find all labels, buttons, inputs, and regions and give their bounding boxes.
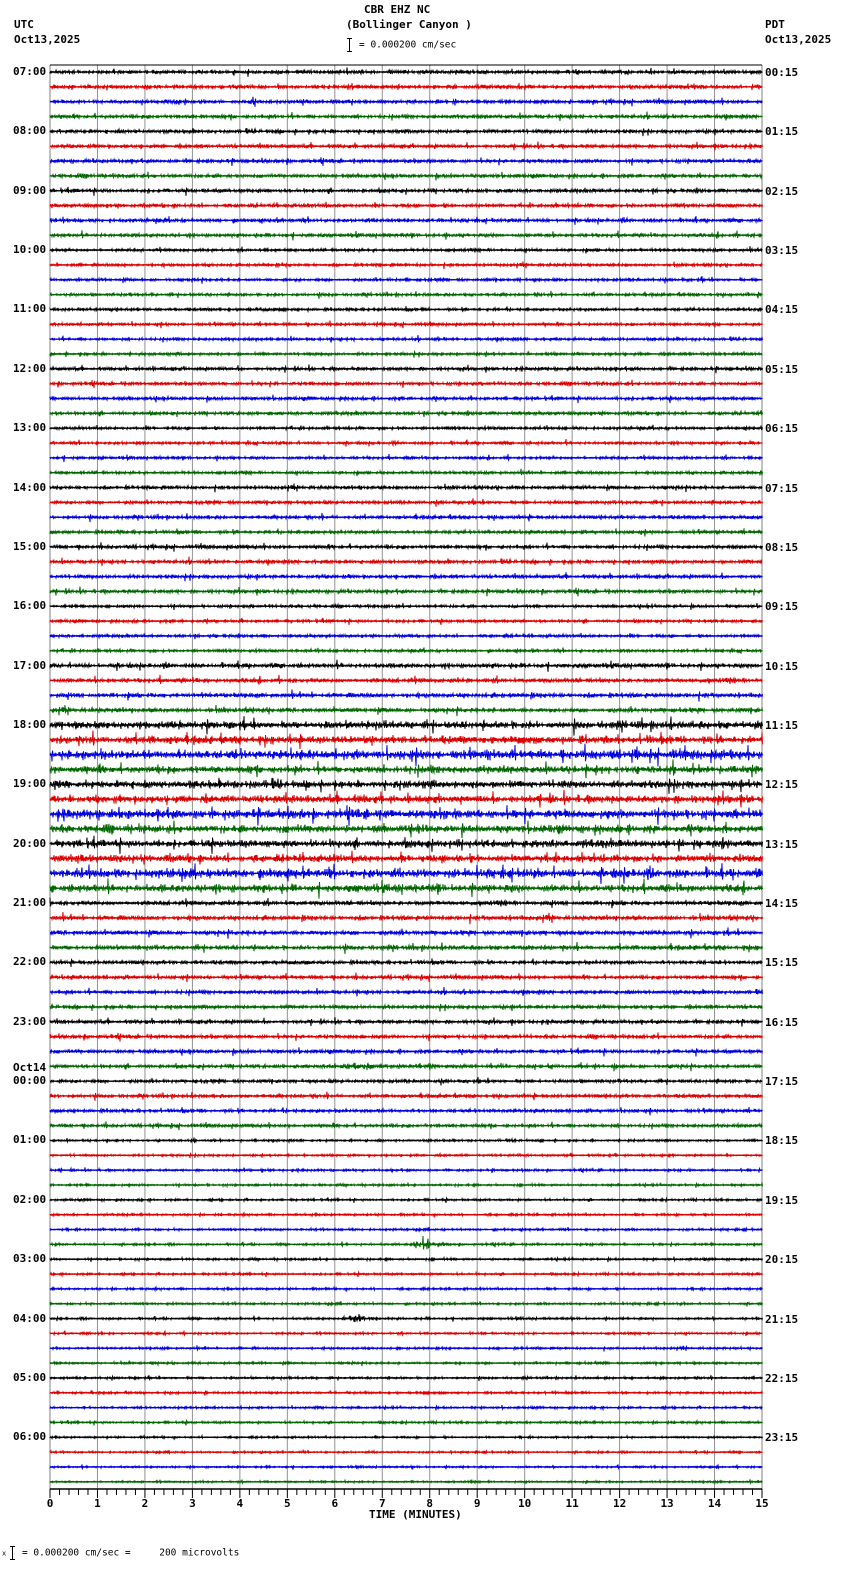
- utc-hour-label: 08:00: [13, 124, 47, 138]
- pdt-hour-label: 07:15: [765, 481, 799, 495]
- seismic-trace: [50, 1236, 763, 1249]
- x-tick-label: 4: [236, 1497, 244, 1510]
- pdt-hour-label: 23:15: [765, 1431, 799, 1445]
- utc-hour-label: 06:00: [13, 1430, 47, 1444]
- pdt-hour-label: 16:15: [765, 1015, 799, 1029]
- utc-hour-label: 05:00: [13, 1370, 47, 1384]
- x-tick-label: 1: [94, 1497, 101, 1510]
- utc-hour-label: 09:00: [13, 183, 47, 197]
- x-tick-label: 10: [518, 1497, 532, 1510]
- pdt-hour-label: 11:15: [765, 718, 799, 732]
- x-tick-label: 15: [755, 1497, 769, 1510]
- x-tick-label: 5: [284, 1497, 291, 1510]
- utc-hour-label: 15:00: [13, 539, 47, 553]
- utc-hour-label: 03:00: [13, 1252, 47, 1266]
- x-tick-label: 14: [707, 1497, 722, 1510]
- station-name: (Bollinger Canyon ): [346, 18, 472, 31]
- x-tick-label: 3: [189, 1497, 196, 1510]
- seismic-trace: [50, 778, 763, 794]
- pdt-hour-label: 03:15: [765, 244, 799, 258]
- seismic-trace: [50, 805, 763, 826]
- x-tick-label: 2: [141, 1497, 149, 1510]
- utc-hour-label: 20:00: [13, 836, 47, 850]
- utc-hour-label: 14:00: [13, 480, 47, 494]
- pdt-hour-label: 19:15: [765, 1193, 799, 1207]
- x-tick-label: 6: [331, 1497, 339, 1510]
- x-tick-label: 12: [612, 1497, 627, 1510]
- pdt-hour-label: 17:15: [765, 1075, 799, 1089]
- utc-hour-label: 04:00: [13, 1311, 47, 1325]
- x-tick-label: 9: [473, 1497, 481, 1510]
- pdt-hour-label: 09:15: [765, 600, 799, 614]
- x-tick-label: 0: [46, 1497, 54, 1510]
- footer-scale-prefix: x: [2, 1549, 7, 1558]
- utc-hour-label: 22:00: [13, 955, 47, 969]
- seismic-trace: [50, 836, 763, 854]
- pdt-hour-label: 22:15: [765, 1371, 799, 1385]
- x-tick-label: 11: [565, 1497, 579, 1510]
- x-tick-label: 8: [426, 1497, 434, 1510]
- pdt-hour-label: 01:15: [765, 125, 799, 139]
- footer-scale-legend: [2, 1546, 239, 1560]
- pdt-hour-label: 06:15: [765, 422, 799, 436]
- left-timezone-label: UTC: [14, 18, 34, 31]
- station-title: CBR EHZ NC: [364, 3, 431, 16]
- utc-hour-label: 13:00: [13, 421, 47, 435]
- right-timezone-label: PDT: [765, 18, 785, 31]
- pdt-hour-label: 20:15: [765, 1253, 799, 1267]
- x-tick-label: 7: [378, 1497, 386, 1510]
- seismic-trace: [50, 716, 763, 735]
- x-tick-label: 13: [660, 1497, 674, 1510]
- seismic-trace: [50, 759, 763, 778]
- utc-hour-label: 23:00: [13, 1014, 47, 1028]
- pdt-hour-label: 14:15: [765, 897, 799, 911]
- utc-hour-label: 10:00: [13, 243, 47, 257]
- pdt-hour-label: 04:15: [765, 303, 799, 317]
- seismic-trace: [50, 1004, 763, 1012]
- utc-hour-label: 18:00: [13, 717, 47, 731]
- utc-hour-label: 11:00: [13, 302, 47, 316]
- pdt-hour-label: 12:15: [765, 778, 799, 792]
- utc-hour-label: 12:00: [13, 361, 47, 375]
- pdt-hour-label: 02:15: [765, 184, 799, 198]
- seismic-trace: [50, 128, 763, 136]
- right-date-label: Oct13,2025: [765, 33, 832, 46]
- left-date-label: Oct13,2025: [14, 33, 81, 46]
- x-axis-title: TIME (MINUTES): [369, 1508, 462, 1521]
- utc-hour-label: 21:00: [13, 896, 47, 910]
- utc-hour-label: 19:00: [13, 777, 47, 791]
- date-change-label: Oct14: [13, 1061, 47, 1075]
- utc-hour-label: 00:00: [13, 1074, 47, 1088]
- pdt-hour-label: 10:15: [765, 659, 799, 673]
- pdt-hour-label: 15:15: [765, 956, 799, 970]
- pdt-hour-label: 18:15: [765, 1134, 799, 1148]
- utc-hour-label: 02:00: [13, 1192, 47, 1206]
- scale-text: = 0.000200 cm/sec: [359, 39, 457, 51]
- pdt-hour-label: 13:15: [765, 837, 799, 851]
- utc-hour-label: 01:00: [13, 1133, 47, 1147]
- pdt-hour-label: 05:15: [765, 362, 799, 376]
- utc-hour-label: 07:00: [13, 65, 47, 78]
- scale-bar-icon: [12, 1546, 18, 1560]
- pdt-hour-label: 21:15: [765, 1312, 799, 1326]
- seismic-trace: [50, 851, 763, 865]
- utc-hour-label: 17:00: [13, 658, 47, 672]
- utc-hour-label: 16:00: [13, 599, 47, 613]
- seismic-trace: [50, 675, 763, 685]
- pdt-hour-label: 00:15: [765, 66, 799, 79]
- footer-scale-text: = 0.000200 cm/sec = 200 microvolts: [21, 1547, 240, 1559]
- pdt-hour-label: 08:15: [765, 540, 799, 554]
